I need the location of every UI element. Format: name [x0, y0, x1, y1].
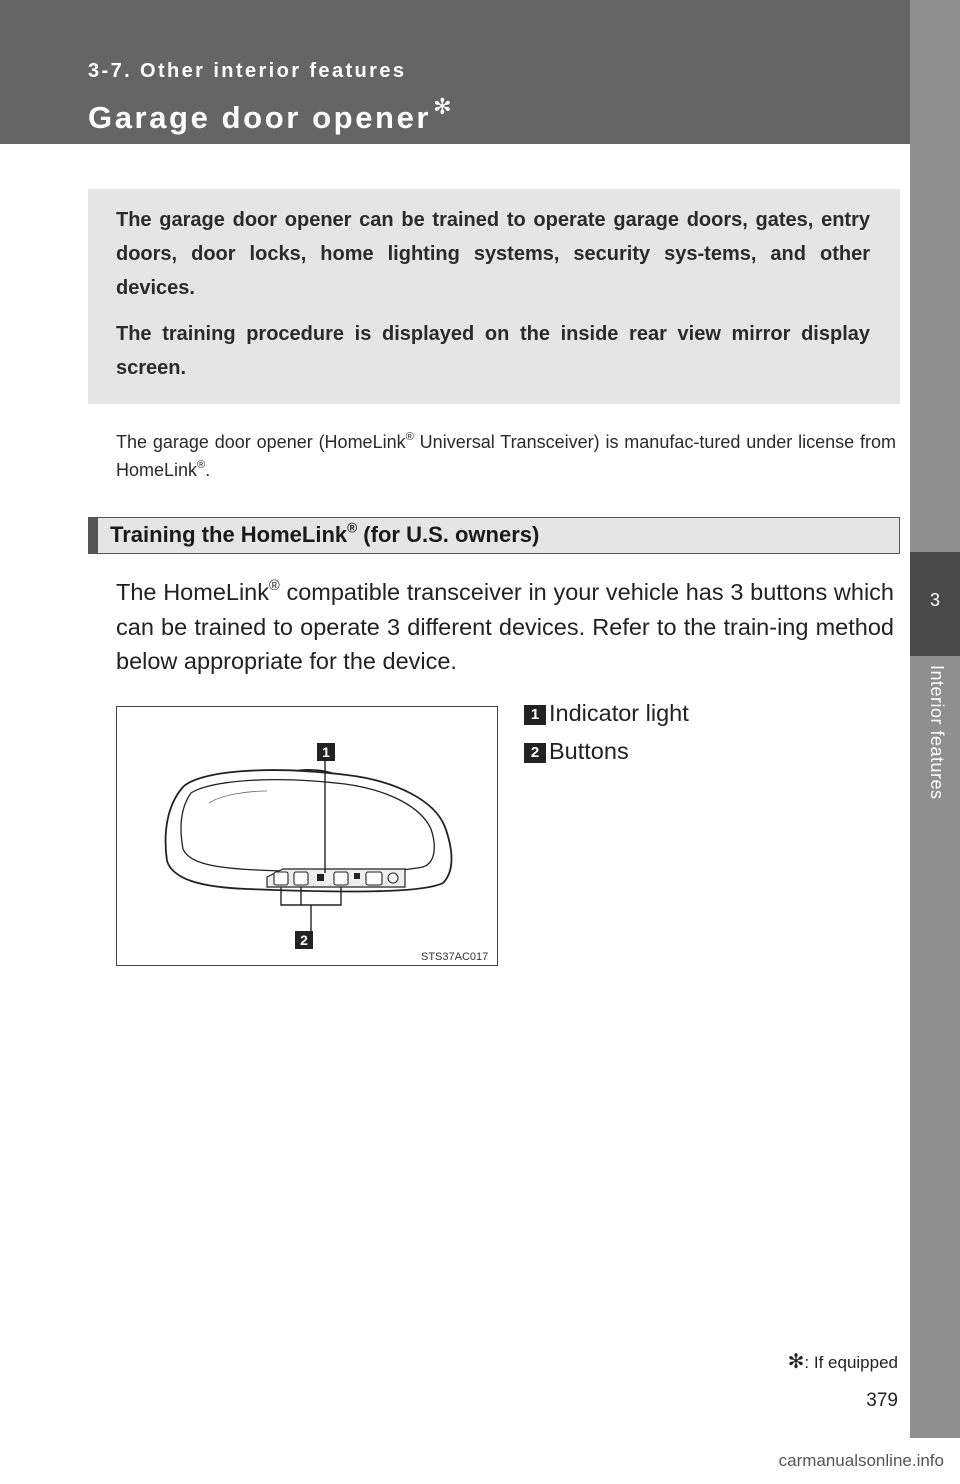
legend-badge: 2 — [524, 743, 546, 763]
section-heading-text-b: (for U.S. owners) — [357, 522, 540, 547]
registered-mark: ® — [197, 459, 206, 472]
intro-box — [88, 189, 900, 404]
status-light — [354, 873, 360, 879]
watermark: carmanualsonline.info — [0, 1438, 960, 1484]
license-note-text-c: . — [205, 460, 211, 480]
section-heading — [88, 517, 900, 554]
section-label: 3-7. Other interior features — [88, 60, 407, 82]
rear-view-mirror-drawing — [117, 707, 497, 965]
page-title — [88, 94, 454, 136]
registered-mark: ® — [347, 520, 358, 536]
page-number: 379 — [866, 1390, 898, 1411]
indicator-light — [317, 874, 324, 881]
auto-dimming-button — [366, 872, 382, 885]
page-header — [0, 0, 960, 144]
footnote-mark: ✻ — [787, 1351, 805, 1373]
body-paragraph — [116, 575, 894, 679]
legend-badge: 1 — [524, 705, 546, 725]
homelink-button-2 — [294, 872, 308, 885]
section-heading-text-a: Training the HomeLink — [110, 522, 348, 547]
chapter-side-tab — [910, 0, 960, 1484]
legend-item-buttons — [524, 738, 824, 765]
chapter-label: Interior features — [927, 665, 947, 800]
intro-paragraph-2: The training procedure is displayed on the inside rear view mirror display screen. — [116, 323, 870, 379]
legend-label: Indicator light — [549, 700, 689, 726]
mirror-sensor — [388, 873, 398, 883]
registered-mark: ® — [269, 577, 280, 594]
footnote — [788, 1349, 898, 1374]
if-equipped-mark: ✻ — [433, 94, 455, 119]
body-text-b: compatible transceiver in your vehicle has 3 buttons which can be trained to operate 3 different devices. Refer to the train-ing method below appropriate for the device. — [116, 579, 894, 674]
homelink-button-3 — [334, 872, 348, 885]
mirror-illustration — [116, 706, 498, 966]
legend-label: Buttons — [549, 738, 629, 764]
chapter-number: 3 — [929, 590, 940, 610]
figure-code: STS37AC017 — [421, 951, 489, 963]
callout-1-number: 1 — [322, 744, 330, 760]
callout-2-number: 2 — [300, 932, 308, 948]
footnote-text: : If equipped — [804, 1353, 898, 1372]
license-note — [116, 428, 896, 484]
registered-mark: ® — [405, 431, 414, 444]
intro-paragraph-1: The garage door opener can be trained to operate garage doors, gates, entry doors, door locks, home lighting systems, security sys-tems, and other devices. — [116, 209, 870, 299]
license-note-text-a: The garage door opener (HomeLink — [116, 432, 406, 452]
legend-item-indicator-light — [524, 700, 824, 727]
page-title-text: Garage door opener — [88, 100, 432, 135]
license-note-text-b: Universal Transceiver) is manufac-tured under license from HomeLink — [116, 432, 896, 480]
body-text-a: The HomeLink — [116, 579, 270, 605]
homelink-button-1 — [274, 872, 288, 885]
